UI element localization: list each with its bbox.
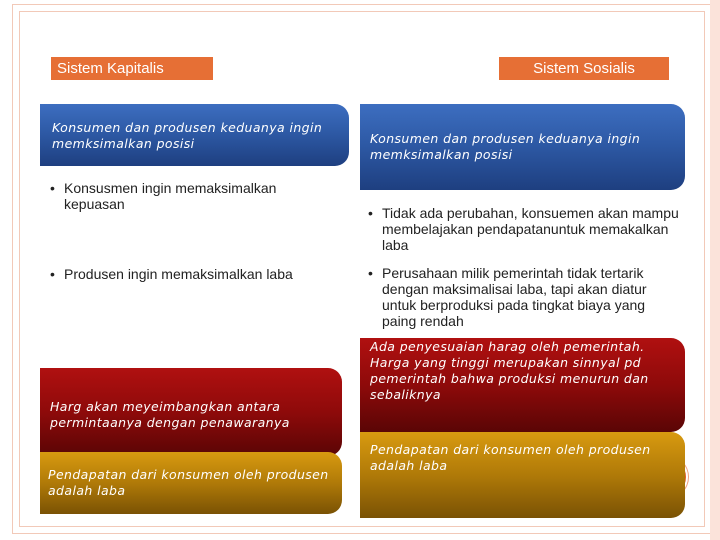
sosialis-posisi-text: Konsumen dan produsen keduanya ingin memksimalkan posisi: [370, 131, 641, 162]
kapitalis-posisi-text: Konsumen dan produsen keduanya ingin memksimalkan posisi: [52, 120, 323, 151]
slide-edge-stripe: [710, 0, 720, 540]
sosialis-bullet-konsumen: • Tidak ada perubahan, konsuemen akan mampu membelajakan pendapatanuntuk memakalkan laba: [368, 205, 680, 253]
sosialis-bullet-perusahaan: • Perusahaan milik pemerintah tidak tertarik dengan maksimalisai laba, tapi akan diatur untuk berproduksi pada tingkat biaya yang paing rendah: [368, 265, 680, 329]
sosialis-harga-box: [360, 338, 685, 432]
sosialis-pendapatan-text: Pendapatan dari konsumen oleh produsen adalah laba: [370, 442, 651, 473]
kapitalis-posisi-box: [40, 104, 349, 166]
sosialis-pendapatan-box: [360, 432, 685, 518]
sosialis-harga-text: Ada penyesuaian harag oleh pemerintah. Harga yang tinggi merupakan sinnyal pd pemerintah bahwa produksi menurun dan sebaliknya: [370, 339, 649, 402]
kapitalis-pendapatan-text: Pendapatan dari konsumen oleh produsen adalah laba: [48, 467, 329, 498]
kapitalis-pendapatan-box: [40, 452, 342, 514]
header-sistem-sosialis: Sistem Sosialis: [499, 57, 669, 80]
header-sistem-kapitalis: Sistem Kapitalis: [51, 57, 213, 80]
kapitalis-bullet-konsumen: • Konsusmen ingin memaksimalkan kepuasan: [50, 180, 340, 212]
kapitalis-harga-box: [40, 368, 342, 456]
kapitalis-harga-text: Harg akan meyeimbangkan antara permintaanya dengan penawaranya: [50, 399, 290, 430]
sosialis-posisi-box: [360, 104, 685, 190]
kapitalis-bullet-produsen: • Produsen ingin memaksimalkan laba: [50, 266, 340, 282]
